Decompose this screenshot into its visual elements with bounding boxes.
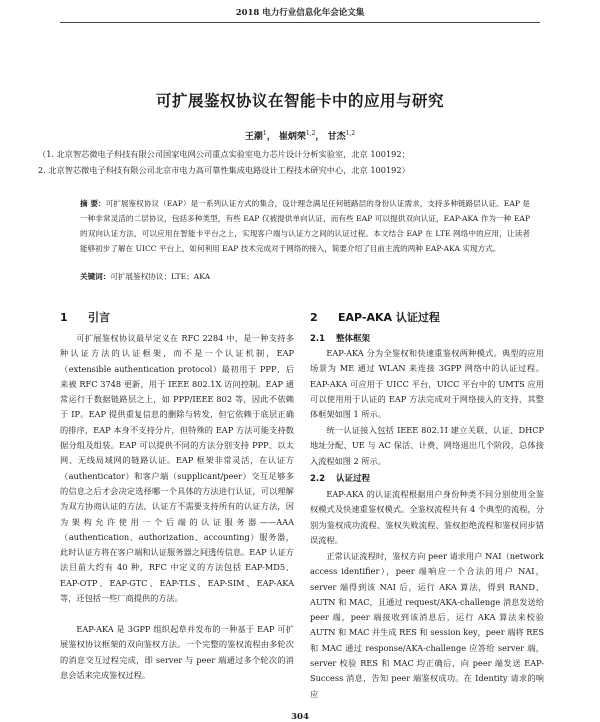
section-heading-2 — [310, 309, 440, 325]
body-paragraph: 正常认证流程时，鉴权方向 peer 请求用户 NAI（network access identifier），peer 端响应一个合法的用户 NAI，server 端得到该 NAI 后，运行 AKA 算法，得到 RAND、AUTN 和 MAC，且通过 request/AKA-challenge 消息发送给 peer 端，peer 端接收到该消息后，运行 AKA 算法来校验 AUTN 和 MAC 并生成 RES 和 session key，peer 端将 RES 和 MAC 通过 response/AKA-challenge 应答给 server 端，server 校验 RES 和 MAC 均正确后，向 peer 端发送 EAP-Success 消息，告知 peer 端鉴权成功。在 Identity 请求的响应 — [310, 551, 544, 699]
keywords-label: 关键词： — [80, 272, 111, 281]
running-head: 2018 电力行业信息化年会论文集 — [235, 8, 365, 18]
section-title: EAP-AKA 认证过程 — [338, 311, 440, 324]
author-affil-mark: 1,2 — [305, 130, 316, 137]
author-name: 崔炳荣 — [278, 132, 306, 142]
abstract-label: 摘 要： — [80, 199, 106, 208]
keywords-text: 可扩展鉴权协议；LTE；AKA — [110, 272, 211, 281]
header-rule — [60, 22, 540, 23]
subsection-title: 认证过程 — [336, 474, 371, 484]
body-paragraph: EAP-AKA 是 3GPP 组织起草并发布的一种基于 EAP 可扩展鉴权协议框架的双向鉴权方法。一个完整的鉴权流程由多轮次的消息交互过程完成，即 server 与 peer 端通过多个轮次的消息会话来完成鉴权过程。 — [60, 624, 294, 680]
section-number: 1 — [60, 311, 68, 324]
subsection-heading-2-2 — [310, 472, 370, 484]
abstract — [80, 196, 530, 256]
page-number: 304 — [291, 712, 309, 722]
author-name: 甘杰 — [327, 132, 346, 142]
author-affil-mark: 1 — [262, 130, 267, 137]
subsection-number: 2.2 — [310, 474, 326, 484]
abstract-text: 可扩展鉴权协议（EAP）是一系列认证方式的集合，设计理念满足任何链路层的身份认证需求，支持多种链路层认证。EAP 是一种非常灵活的二层协议，包括多种类型，有些 EAP 仅被提供单向认证，而有些 EAP 可以提供双向认证，EAP-AKA 作为一种 EAP 的双向认证方法，可以应用在智能卡平台之上，实现客户端与认证方之间的认证过程。本文结合 EAP 在 LTE 网络中的应用，让读者能够初步了解在 UICC 平台上，如何利用 EAP 技术完成对于网络的接入，简要介绍了目前主流的两种 EAP-AKA 实现方式。 — [80, 199, 530, 253]
author-affil-mark: 1,2 — [345, 130, 356, 137]
subsection-title: 整体框架 — [336, 334, 371, 344]
section-number: 2 — [310, 311, 318, 324]
affiliation-line: 2. 北京智芯微电子科技有限公司北京市电力高可靠性集成电路设计工程技术研究中心，北京 100192） — [38, 165, 410, 175]
body-paragraph: EAP-AKA 的认证流程根据用户身份种类不同分别使用全鉴权模式及快速重鉴权模式。全鉴权流程共有 4 个典型的流程，分别为鉴权成功流程、鉴权失败流程、鉴权拒绝流程和鉴权同步错误流程。 — [310, 489, 544, 545]
affiliation-line: （1. 北京智芯微电子科技有限公司国家电网公司重点实验室电力芯片设计分析实验室，北京 100192； — [38, 149, 410, 159]
paper-title: 可扩展鉴权协议在智能卡中的应用与研究 — [155, 92, 444, 110]
body-paragraph: 统一认证接入包括 IEEE 802.1I 建立关联、认证、DHCP 地址分配、UE 与 AC 保活、计费、网络退出几个阶段，总体接入流程如图 2 所示。 — [310, 425, 544, 466]
section-heading-1 — [60, 309, 110, 325]
keywords — [80, 271, 210, 282]
author-name: 王潮 — [244, 132, 263, 142]
author-list: 王潮$^1$， 崔炳荣$^{1,2}$， 甘杰$^{1,2}$ — [244, 130, 356, 142]
section-title: 引言 — [88, 311, 110, 324]
body-paragraph: EAP-AKA 分为全鉴权和快速重鉴权两种模式。典型的应用场景为 ME 通过 WLAN 来连接 3GPP 网络中的认证过程。EAP-AKA 可应用于 UICC 平台，UICC 平台中的 UMTS 应用可以使用用于认证的 EAP 方法完成对于网络接入的支持，其整体框架如图 1 所示。 — [310, 348, 544, 420]
subsection-number: 2.1 — [310, 334, 326, 344]
subsection-heading-2-1 — [310, 332, 370, 344]
body-paragraph: 可扩展鉴权协议最早定义在 RFC 2284 中，是一种支持多种认证方法的认证框架，而不是一个认证机制，EAP（extensible authentication protocol）最初用于 PPP，后来被 RFC 3748 更新，用于 IEEE 802.1X 访问控制。EAP 通常运行于数据链路层之上，如 PPP/IEEE 802 等，因此不依赖于 IP。EAP 提供重复信息的删除与转发，但它依赖于底层正确的排序，EAP 本身不支持分片，但特殊的 EAP 方法可能支持数据分组及组装。EAP 可以提供不同的方法分别支持 PPP、以太网、无线局域网的链路认证。EAP 框架非常灵活，在认证方（authenticator）和客户端（supplicant/peer）交互足够多的信息之后才会决定选择哪一个具体的方法进行认证，可以理解为双方协商认证的方法，认证方不需要支持所有的认证方法，因为架构允许使用一个后端的认证服务器——AAA（authentication、authorization、accounting）服务器，此时认证方将在客户端和认证服务器之间透传信息。EAP 认证方法目前大约有 40 种，RFC 中定义的方法包括 EAP-MD5、EAP-OTP、EAP-GTC、EAP-TLS、EAP-SIM、EAP-AKA 等，还包括一些厂商提供的方法。 — [60, 333, 294, 604]
